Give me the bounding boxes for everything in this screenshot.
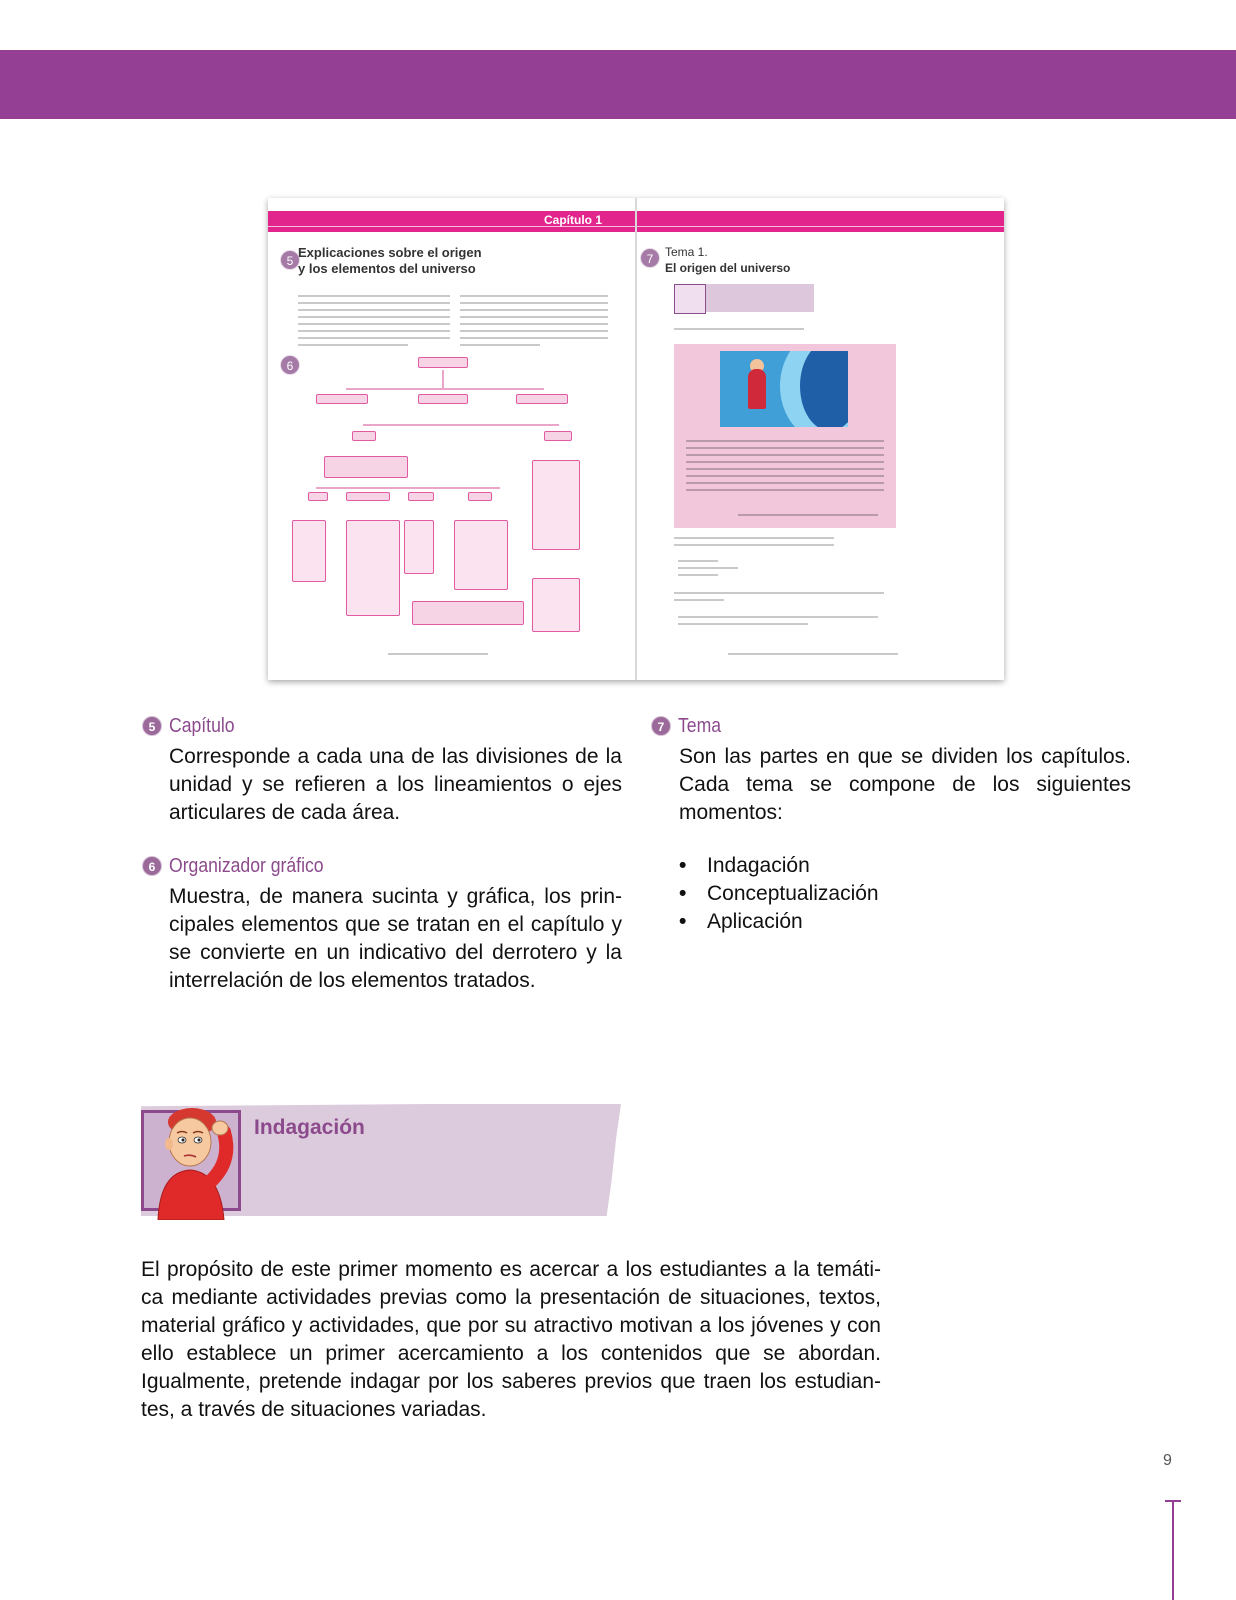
footer-line [388,653,488,655]
thinking-student-icon [140,1100,250,1220]
section-number-5: 5 [142,716,162,736]
indagacion-title: Indagación [254,1116,365,1139]
map-connector [346,388,544,390]
text-line [298,344,408,346]
text-line [298,337,450,339]
map-node [408,492,434,501]
text-line [674,537,834,539]
left-heading-line2: y los elementos del universo [298,261,476,276]
section-title-tema: Tema [678,715,722,737]
text-line [686,468,884,470]
text-line [738,514,878,516]
map-node [516,394,568,404]
section-title-capitulo: Capítulo [169,715,235,737]
page-number: 9 [1163,1452,1172,1469]
margin-rule [1172,1500,1174,1600]
text-line [678,616,878,618]
text-line [686,447,884,449]
map-node [346,520,400,616]
text-line [460,330,608,332]
map-node [544,431,572,441]
map-node [468,492,492,501]
text-line [298,295,450,297]
mini-student-avatar-icon [674,284,706,314]
section-number-7: 7 [651,716,671,736]
text-line [298,302,450,304]
text-line [678,623,808,625]
map-node [352,431,376,441]
text-line [298,323,450,325]
map-node [404,520,434,574]
map-node [532,460,580,550]
book-spread-thumbnail [268,198,1004,680]
header-band [0,50,1236,119]
text-line [686,475,884,477]
text-line [460,295,608,297]
illustration-image [720,351,848,427]
map-node [532,578,580,632]
chapter-label: Capítulo 1 [544,213,603,227]
text-line [298,316,450,318]
map-node [308,492,328,501]
text-line [678,574,718,576]
map-connector [442,370,444,388]
moment-item: • Indagación [679,852,879,880]
badge-6: 6 [280,355,300,375]
text-line [460,337,608,339]
right-heading-line2: El origen del universo [665,261,791,275]
right-heading-line1: Tema 1. [665,245,708,259]
text-line [678,567,738,569]
map-node [316,394,368,404]
section-number-6: 6 [142,856,162,876]
text-line [678,560,718,562]
text-line [686,482,884,484]
section-body-tema: Son las partes en que se dividen los capítulos. Cada tema se compone de los siguientes momentos: [679,745,1131,824]
moment-item: • Aplicación [679,908,879,936]
left-heading-line1: Explicaciones sobre el origen [298,245,482,260]
map-node [418,357,468,368]
section-body-capitulo: Corresponde a cada una de las divisiones de la unidad y se refieren a los lineamientos o ejes articulares de cada área. [169,745,622,824]
map-node [418,394,468,404]
text-line [674,592,884,594]
moment-item: • Conceptualización [679,880,879,908]
badge-5: 5 [280,250,300,270]
text-line [686,461,884,463]
map-node [412,601,524,625]
section-title-organizador: Organizador gráfico [169,855,324,877]
map-node [346,492,390,501]
text-line [686,489,884,491]
map-node [292,520,326,582]
text-line [674,328,804,330]
text-line [686,454,884,456]
text-line [460,309,608,311]
text-line [298,330,450,332]
text-line [674,599,724,601]
map-node [454,520,508,590]
moments-list [679,852,879,936]
text-line [686,440,884,442]
badge-7: 7 [640,248,660,268]
map-node [324,456,408,478]
footer-line [728,653,898,655]
map-connector [363,424,559,426]
text-line [674,544,834,546]
section-body-organizador: Muestra, de manera sucinta y gráfica, los prin-cipales elementos que se tratan en el capítulo y se convierte en un indicativo del derrotero y la interrelación de los elementos tratados. [169,885,622,992]
text-line [460,323,608,325]
text-line [298,309,450,311]
indagacion-body: El propósito de este primer momento es acercar a los estudiantes a la temáti-ca mediante actividades previas como la presentación de situaciones, textos, material gráfico y actividades, que por su atractivo motivan a los jóvenes y con ello establece un primer acercamiento a los contenidos que se abordan. Igualmente, pretende indagar por los saberes previos que traen los estudian-tes, a través de situaciones variadas. [141,1258,881,1421]
text-line [460,316,608,318]
page-fold [635,198,637,680]
text-line [460,344,540,346]
text-line [460,302,608,304]
map-connector [316,487,500,489]
